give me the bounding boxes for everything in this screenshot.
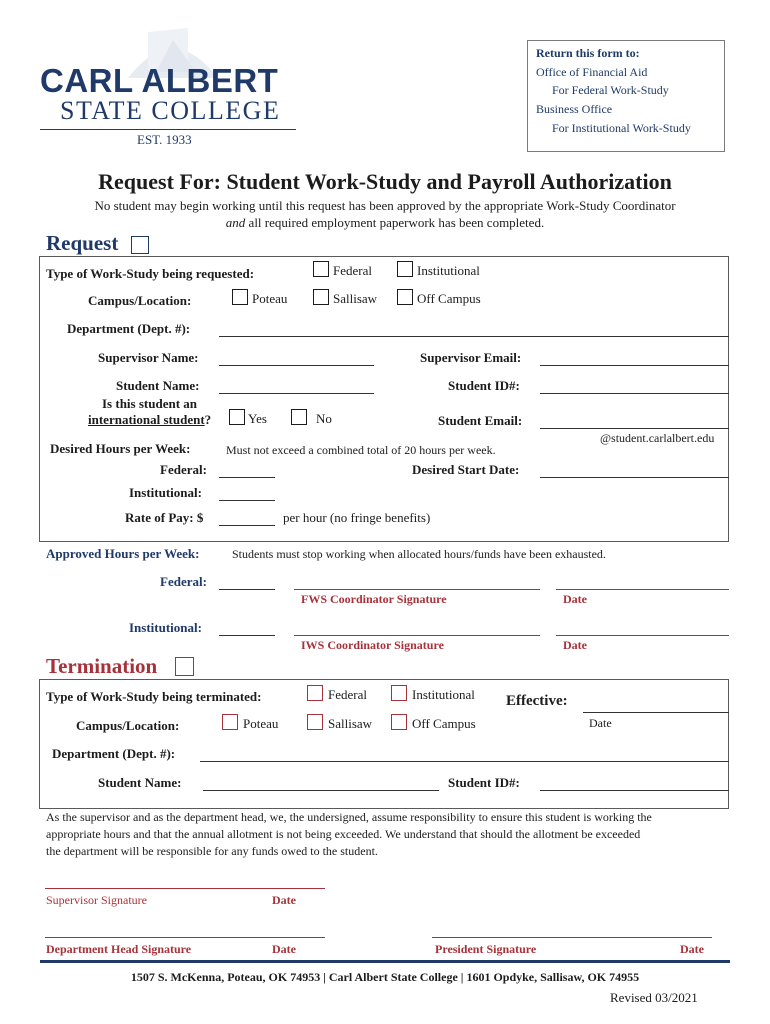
intl-label-q: ?: [204, 412, 212, 427]
student-email-field[interactable]: [540, 428, 729, 429]
termination-federal-checkbox[interactable]: [307, 685, 323, 701]
desired-hours-label: Desired Hours per Week:: [50, 441, 191, 456]
student-name-field[interactable]: [219, 393, 374, 394]
request-sallisaw-checkbox[interactable]: [313, 289, 329, 305]
approved-federal-field[interactable]: [219, 589, 275, 590]
termination-department-field[interactable]: [200, 761, 729, 762]
return-form-box: [527, 40, 725, 152]
fws-date-line[interactable]: [556, 589, 729, 590]
termination-type-label: Type of Work-Study being terminated:: [46, 689, 262, 704]
college-name-line1: CARL ALBERT: [40, 62, 279, 99]
termination-student-id-label: Student ID#:: [448, 775, 520, 790]
desired-start-field[interactable]: [540, 477, 729, 478]
iws-date-label: Date: [563, 638, 587, 652]
desired-start-label: Desired Start Date:: [412, 462, 520, 477]
supervisor-email-field[interactable]: [540, 365, 729, 366]
effective-label: Effective:: [506, 693, 568, 709]
approved-hours-label: Approved Hours per Week:: [46, 546, 200, 561]
page-title: Request For: Student Work-Study and Payroll Authorization: [98, 169, 672, 194]
supervisor-name-label: Supervisor Name:: [98, 350, 199, 365]
termination-department-label: Department (Dept. #):: [52, 746, 176, 761]
intl-label-line2: [88, 412, 211, 428]
return-line3: Business Office: [536, 102, 613, 116]
intl-label-line1: Is this student an: [102, 396, 198, 411]
intro-line1: No student may begin working until this request has been approved by the appropriate Work-Study Coordinator: [94, 198, 676, 213]
effective-date-label: Date: [589, 716, 612, 730]
iws-signature-line[interactable]: [294, 635, 540, 636]
intro-and: and: [225, 215, 246, 230]
termination-institutional-label: Institutional: [412, 687, 475, 702]
termination-offcampus-label: Off Campus: [412, 716, 476, 731]
fws-date-label: Date: [563, 592, 587, 606]
request-poteau-label: Poteau: [252, 291, 288, 306]
email-domain: @student.carlalbert.edu: [600, 431, 715, 445]
approved-institutional-field[interactable]: [219, 635, 275, 636]
termination-campus-label: Campus/Location:: [76, 718, 180, 733]
intl-yes-label: Yes: [248, 411, 267, 426]
student-id-field[interactable]: [540, 393, 729, 394]
intl-no-label: No: [316, 411, 332, 426]
request-offcampus-checkbox[interactable]: [397, 289, 413, 305]
request-federal-checkbox[interactable]: [313, 261, 329, 277]
request-federal-hours-field[interactable]: [219, 477, 275, 478]
rate-of-pay-label: Rate of Pay: $: [125, 510, 204, 525]
request-poteau-checkbox[interactable]: [232, 289, 248, 305]
termination-student-name-label: Student Name:: [98, 775, 182, 790]
iws-date-line[interactable]: [556, 635, 729, 636]
termination-student-name-field[interactable]: [203, 790, 439, 791]
request-offcampus-label: Off Campus: [417, 291, 481, 306]
dept-head-date-label: Date: [272, 942, 296, 956]
return-title: Return this form to:: [536, 46, 640, 60]
intl-label-underlined: international student: [88, 412, 205, 427]
request-campus-label: Campus/Location:: [88, 293, 192, 308]
request-heading: Request: [46, 231, 119, 255]
supervisor-date-label: Date: [272, 893, 296, 907]
request-institutional-checkbox[interactable]: [397, 261, 413, 277]
termination-poteau-label: Poteau: [243, 716, 279, 731]
request-type-label: Type of Work-Study being requested:: [46, 266, 255, 281]
statement-line2: appropriate hours and that the annual allotment is not being exceeded. We understand that should the allotment be exceeded: [46, 827, 641, 841]
intl-no-checkbox[interactable]: [291, 409, 307, 425]
supervisor-signature-line[interactable]: [45, 888, 325, 889]
president-signature-line[interactable]: [432, 937, 712, 938]
statement-line1: As the supervisor and as the department head, we, the undersigned, assume responsibility to ensure this student is working the: [46, 810, 652, 824]
rate-of-pay-note: per hour (no fringe benefits): [283, 510, 431, 525]
statement-line3: the department will be responsible for any funds owed to the student.: [46, 844, 378, 858]
revised-date: Revised 03/2021: [610, 990, 698, 1005]
request-sallisaw-label: Sallisaw: [333, 291, 378, 306]
student-email-label: Student Email:: [438, 413, 523, 428]
return-line4: For Institutional Work-Study: [552, 121, 691, 135]
request-institutional-hours-label: Institutional:: [129, 485, 202, 500]
request-institutional-label: Institutional: [417, 263, 480, 278]
supervisor-email-label: Supervisor Email:: [420, 350, 522, 365]
request-federal-hours-label: Federal:: [160, 462, 207, 477]
termination-offcampus-checkbox[interactable]: [391, 714, 407, 730]
intro-line2-text: all required employment paperwork has been completed.: [245, 215, 545, 230]
termination-federal-label: Federal: [328, 687, 367, 702]
footer-rule: [40, 960, 730, 963]
termination-sallisaw-label: Sallisaw: [328, 716, 373, 731]
iws-signature-label: IWS Coordinator Signature: [301, 638, 444, 652]
termination-poteau-checkbox[interactable]: [222, 714, 238, 730]
fws-signature-label: FWS Coordinator Signature: [301, 592, 447, 606]
termination-student-id-field[interactable]: [540, 790, 729, 791]
approved-hours-note: Students must stop working when allocated hours/funds have been exhausted.: [232, 547, 606, 561]
approved-institutional-label: Institutional:: [129, 620, 202, 635]
footer-address: 1507 S. McKenna, Poteau, OK 74953 | Carl Albert State College | 1601 Opdyke, Sallisaw, OK 74955: [130, 970, 640, 984]
student-id-label: Student ID#:: [448, 378, 520, 393]
student-name-label: Student Name:: [116, 378, 200, 393]
intl-yes-checkbox[interactable]: [229, 409, 245, 425]
supervisor-name-field[interactable]: [219, 365, 374, 366]
request-checkbox[interactable]: [131, 236, 149, 254]
president-date-label: Date: [680, 942, 704, 956]
logo-rule: [40, 129, 296, 130]
return-line2: For Federal Work-Study: [552, 83, 669, 97]
effective-date-field[interactable]: [583, 712, 729, 713]
dept-head-signature-line[interactable]: [45, 937, 325, 938]
return-line1: Office of Financial Aid: [536, 65, 648, 79]
approved-federal-label: Federal:: [160, 574, 207, 589]
request-federal-label: Federal: [333, 263, 372, 278]
intro-line2: [0, 215, 770, 231]
request-department-label: Department (Dept. #):: [67, 321, 191, 336]
supervisor-signature-label: Supervisor Signature: [46, 893, 147, 907]
termination-sallisaw-checkbox[interactable]: [307, 714, 323, 730]
termination-heading: Termination: [46, 654, 158, 678]
termination-institutional-checkbox[interactable]: [391, 685, 407, 701]
established-year: EST. 1933: [137, 132, 192, 147]
desired-hours-note: Must not exceed a combined total of 20 hours per week.: [226, 443, 496, 457]
request-department-field[interactable]: [219, 336, 729, 337]
termination-checkbox[interactable]: [175, 657, 194, 676]
college-name-line2: STATE COLLEGE: [60, 96, 281, 125]
rate-of-pay-field[interactable]: [219, 525, 275, 526]
request-institutional-hours-field[interactable]: [219, 500, 275, 501]
president-signature-label: President Signature: [435, 942, 537, 956]
dept-head-signature-label: Department Head Signature: [46, 942, 192, 956]
fws-signature-line[interactable]: [294, 589, 540, 590]
